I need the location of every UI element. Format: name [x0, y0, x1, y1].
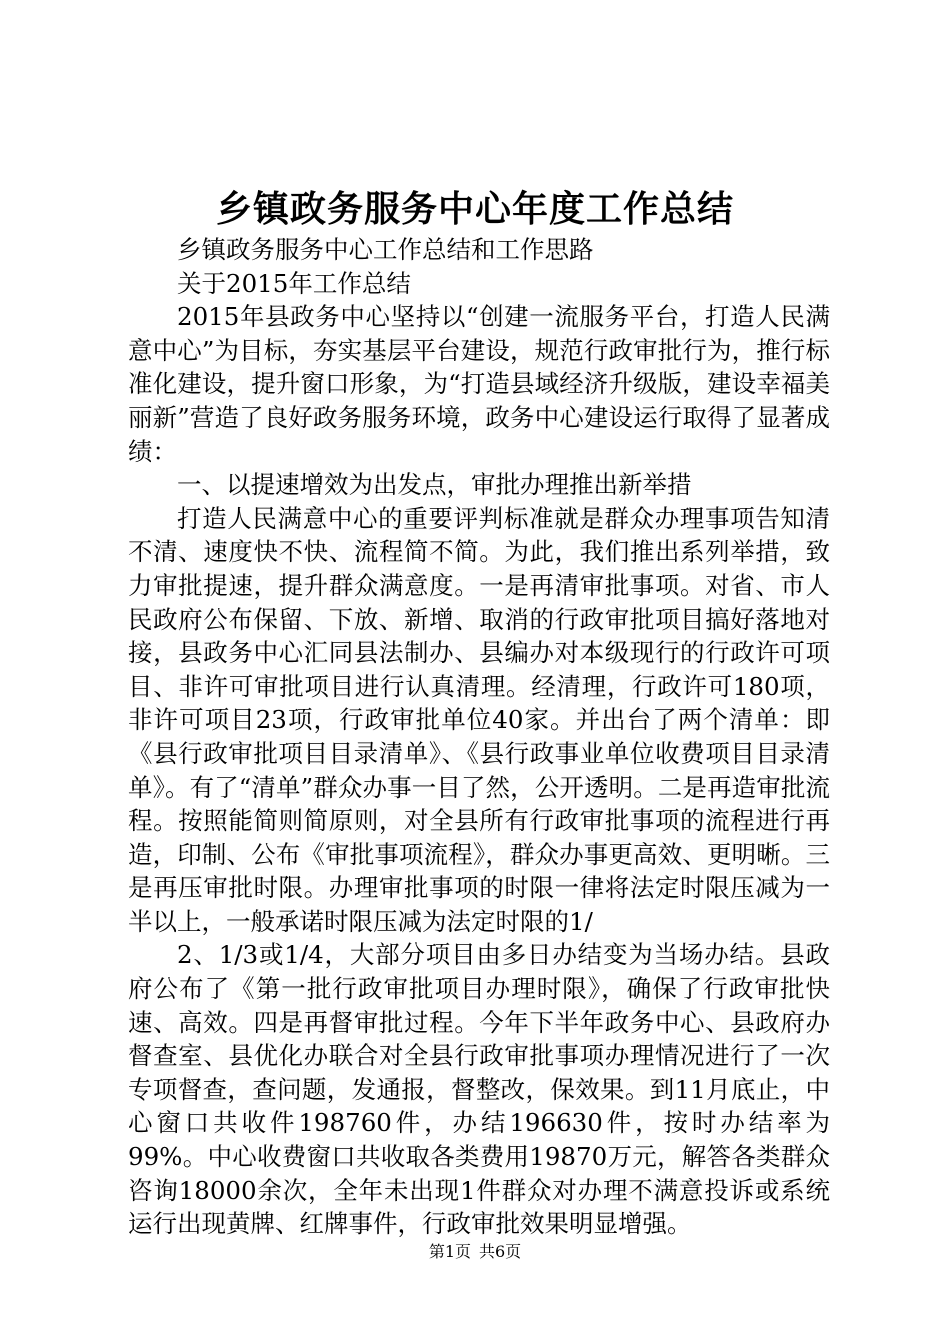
page-footer — [0, 1241, 950, 1263]
body-paragraph: 2、1/3或1/4，大部分项目由多日办结变为当场办结。县政府公布了《第一批行政审批项目办理时限》，确保了行政审批快速、高效。四是再督审批过程。今年下半年政务中心、县政府办督查室、县优化办联合对全县行政审批事项办理情况进行了一次专项督查，查问题，发通报，督整改，保效果。到11月底止，中心窗口共收件198760件，办结196630件，按时办结率为99%。中心收费窗口共收取各类费用19870万元，解答各类群众咨询18000余次，全年未出现1件群众对办理不满意投诉或系统运行出现黄牌、红牌事件，行政审批效果明显增强。 — [128, 940, 830, 1239]
body-paragraph: 2015年县政务中心坚持以“创建一流服务平台，打造人民满意中心”为目标，夯实基层平台建设，规范行政审批行为，推行标准化建设，提升窗口形象，为“打造县域经济升级版，建设幸福美丽新”营造了良好政务服务环境，政务中心建设运行取得了显著成绩： — [128, 302, 830, 466]
document-title: 乡镇政务服务中心年度工作总结 — [215, 188, 734, 230]
section-intro-paragraph: 关于2015年工作总结 — [177, 268, 411, 298]
subtitle-paragraph: 乡镇政务服务中心工作总结和工作思路 — [177, 235, 594, 264]
page-number: 第1页 — [428, 1242, 471, 1261]
page-total: 共6页 — [479, 1242, 522, 1261]
document-body — [128, 233, 830, 1241]
section-heading: 一、以提速增效为出发点，审批办理推出新举措 — [177, 470, 692, 500]
body-paragraph: 打造人民满意中心的重要评判标准就是群众办理事项告知清不清、速度快不快、流程简不简。为此，我们推出系列举措，致力审批提速，提升群众满意度。一是再清审批事项。对省、市人民政府公布保留、下放、新增、取消的行政审批项目搞好落地对接，县政务中心汇同县法制办、县编办对本级现行的行政许可项目、非许可审批项目进行认真清理。经清理，行政许可180项，非许可项目23项，行政审批单位40家。并出台了两个清单：即《县行政审批项目目录清单》、《县行政事业单位收费项目目录清单》。有了“清单”群众办事一目了然，公开透明。二是再造审批流程。按照能简则简原则，对全县所有行政审批事项的流程进行再造，印制、公布《审批事项流程》，群众办事更高效、更明晰。三是再压审批时限。办理审批事项的时限一律将法定时限压减为一半以上，一般承诺时限压减为法定时限的1/ — [128, 503, 830, 936]
